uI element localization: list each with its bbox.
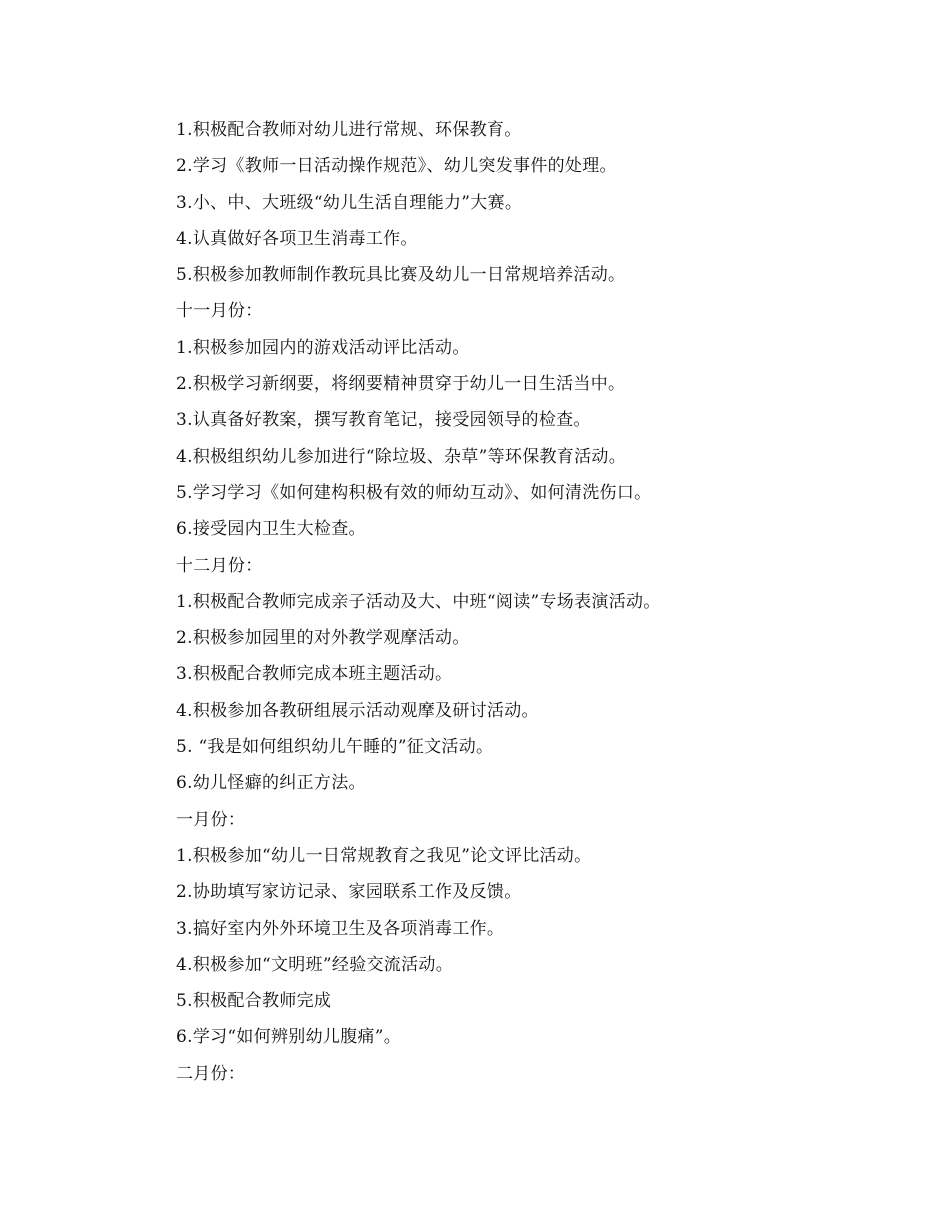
list-item: 6.学习“如何辨别幼儿腹痛”。 [176, 1027, 402, 1048]
document-body [176, 112, 876, 1092]
list-item: 1.积极参加“幼儿一日常规教育之我见”论文评比活动。 [176, 845, 592, 866]
list-item: 6.接受园内卫生大检查。 [176, 519, 366, 540]
list-item: 1.积极配合教师完成亲子活动及大、中班“阅读”专场表演活动。 [176, 591, 661, 612]
list-item: 5.学习学习《如何建构积极有效的师幼互动》、如何清洗伤口。 [176, 482, 652, 503]
list-item: 3.小、中、大班级“幼儿生活自理能力”大赛。 [176, 192, 523, 213]
list-item: 3.搞好室内外外环境卫生及各项消毒工作。 [176, 918, 505, 939]
list-item: 6.幼儿怪癖的纠正方法。 [176, 773, 366, 794]
list-item: 5.积极参加教师制作教玩具比赛及幼儿一日常规培养活动。 [176, 265, 626, 286]
list-item: 2.积极学习新纲要，将纲要精神贯穿于幼儿一日生活当中。 [176, 374, 626, 395]
list-item: 1.积极参加园内的游戏活动评比活动。 [176, 337, 470, 358]
list-item: 3.认真备好教案，撰写教育笔记，接受园领导的检查。 [176, 410, 591, 431]
list-item: 4.积极参加各教研组展示活动观摩及研讨活动。 [176, 700, 539, 721]
section-heading: 十二月份： [176, 555, 263, 576]
section-heading: 二月份： [176, 1063, 246, 1084]
list-item: 2.学习《教师一日活动操作规范》、幼儿突发事件的处理。 [176, 156, 617, 177]
list-item: 3.积极配合教师完成本班主题活动。 [176, 664, 453, 685]
list-item: 1.积极配合教师对幼儿进行常规、环保教育。 [176, 120, 522, 140]
list-item: 2.协助填写家访记录、家园联系工作及反馈。 [176, 882, 522, 903]
list-item: 5.积极配合教师完成 [176, 991, 332, 1012]
list-item: 5. “我是如何组织幼儿午睡的”征文活动。 [176, 737, 494, 758]
list-item: 4.积极组织幼儿参加进行“除垃圾、杂草”等环保教育活动。 [176, 446, 627, 467]
section-heading: 一月份： [176, 809, 246, 830]
list-item: 4.认真做好各项卫生消毒工作。 [176, 228, 418, 249]
list-item: 4.积极参加“文明班”经验交流活动。 [176, 954, 454, 975]
section-heading: 十一月份： [176, 301, 263, 322]
list-item: 2.积极参加园里的对外教学观摩活动。 [176, 628, 470, 649]
